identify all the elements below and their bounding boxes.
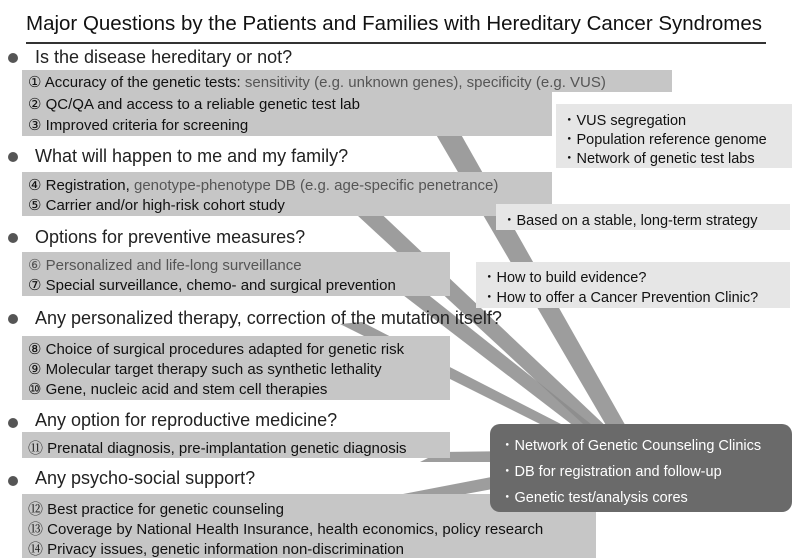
bullet-icon bbox=[8, 476, 18, 486]
page-title: Major Questions by the Patients and Families with Hereditary Cancer Syndromes bbox=[26, 12, 763, 35]
q2-items: ④ Registration, genotype-phenotype DB (e.g. age-specific penetrance) ⑤ Carrier and/or high-risk cohort study bbox=[22, 172, 552, 216]
side-note-1: ・VUS segregation ・Population reference genome ・Network of genetic test labs bbox=[556, 104, 792, 168]
bullet-icon bbox=[8, 418, 18, 428]
q1-item-1: ① Accuracy of the genetic tests: sensitivity (e.g. unknown genes), specificity (e.g. VUS) bbox=[22, 70, 672, 92]
q5-items: ⑪ Prenatal diagnosis, pre-implantation genetic diagnosis bbox=[22, 432, 450, 458]
q3-items: ⑥ Personalized and life-long surveillance ⑦ Special surveillance, chemo- and surgical prevention bbox=[22, 252, 450, 296]
question-1: Is the disease hereditary or not? bbox=[35, 47, 293, 67]
side-note-3: ・How to build evidence? ・How to offer a Cancer Prevention Clinic? bbox=[476, 262, 790, 308]
question-3: Options for preventive measures? bbox=[35, 227, 306, 247]
bullet-icon bbox=[8, 233, 18, 243]
q4-items: ⑧ Choice of surgical procedures adapted for genetic risk ⑨ Molecular target therapy such as synthetic lethality ⑩ Gene, nucleic acid and stem cell therapies bbox=[22, 336, 450, 400]
bullet-icon bbox=[8, 314, 18, 324]
resource-hub: ・Network of Genetic Counseling Clinics ・DB for registration and follow-up ・Genetic test/analysis cores bbox=[490, 424, 792, 512]
bullet-icon bbox=[8, 53, 18, 63]
question-5: Any option for reproductive medicine? bbox=[35, 410, 338, 430]
question-4: Any personalized therapy, correction of the mutation itself? bbox=[35, 308, 502, 328]
q6-items: ⑫ Best practice for genetic counseling ⑬ Coverage by National Health Insurance, health economics, policy research ⑭ Privacy issues, genetic information non-discrimination bbox=[22, 494, 596, 558]
question-6: Any psycho-social support? bbox=[35, 468, 256, 488]
question-2: What will happen to me and my family? bbox=[35, 146, 349, 166]
side-note-2: ・Based on a stable, long-term strategy bbox=[496, 204, 790, 230]
bullet-icon bbox=[8, 152, 18, 162]
q1-items-2-3: ② QC/QA and access to a reliable genetic test lab ③ Improved criteria for screening bbox=[22, 92, 552, 136]
title-divider bbox=[26, 42, 766, 44]
